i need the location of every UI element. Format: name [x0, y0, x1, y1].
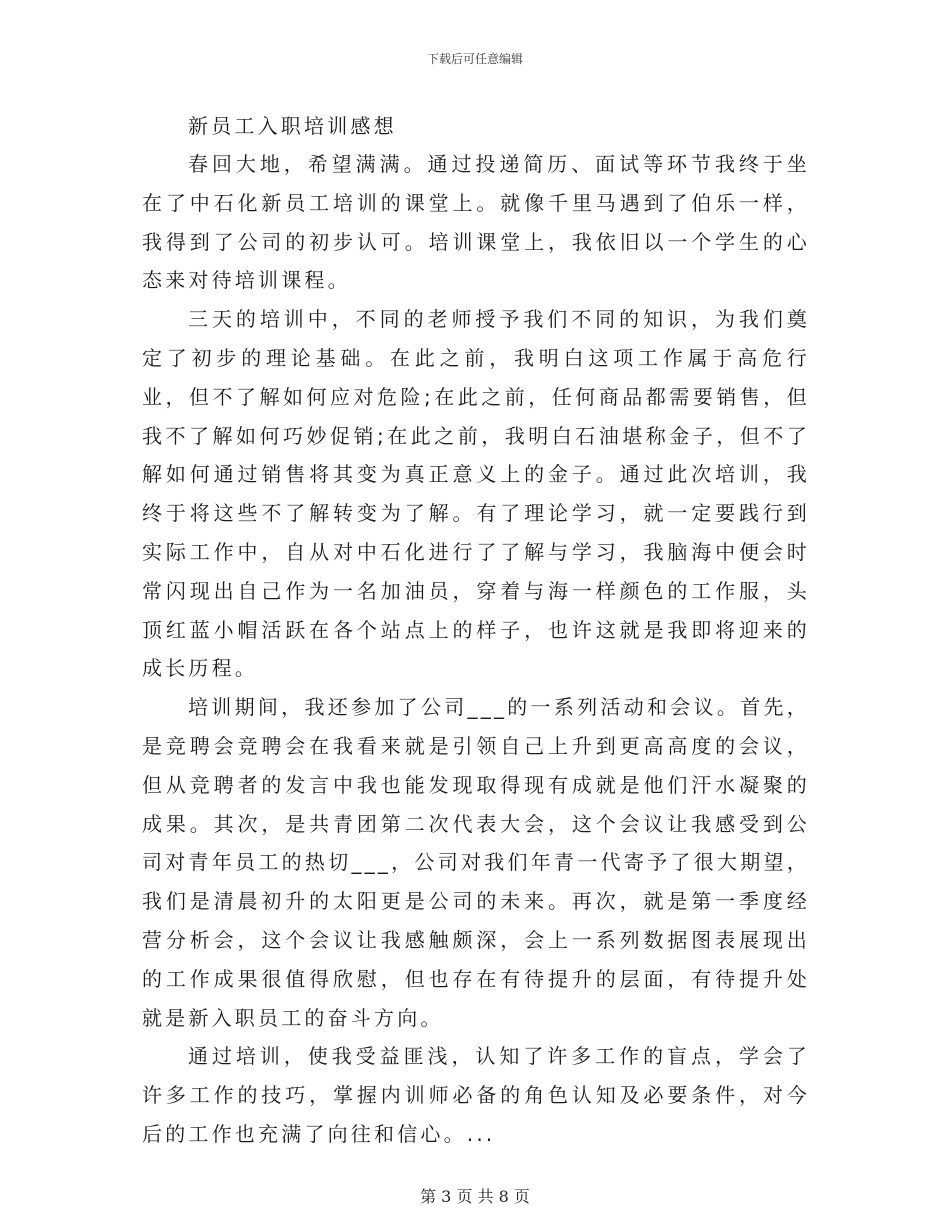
document-title: 新员工入职培训感想	[188, 114, 397, 138]
paragraph-2: 三天的培训中，不同的老师授予我们不同的知识，为我们奠定了初步的理论基础。在此之前，我明白这项工作属于高危行业，但不了解如何应对危险;在此之前，任何商品都需要销售，但我不了解如何巧妙促销;在此之前，我明白石油堪称金子，但不了解如何通过销售将其变为真正意义上的金子。通过此次培训，我终于将这些不了解转变为了解。有了理论学习，就一定要践行到实际工作中，自从对中石化进行了了解与学习，我脑海中便会时常闪现出自己作为一名加油员，穿着与海一样颜色的工作服，头顶红蓝小帽活跃在各个站点上的样子，也许这就是我即将迎来的成长历程。	[142, 307, 810, 681]
paragraph-4: 通过培训，使我受益匪浅，认知了许多工作的盲点，学会了许多工作的技巧，掌握内训师必备的角色认知及必要条件，对今后的工作也充满了向往和信心。...	[142, 1044, 810, 1146]
page-header: 下载后可任意编辑	[426, 52, 523, 66]
page-footer: 第 3 页 共 8 页	[420, 1187, 530, 1206]
document-body	[142, 107, 810, 1154]
paragraph-3: 培训期间，我还参加了公司___的一系列活动和会议。首先，是竞聘会竞聘会在我看来就是引领自己上升到更高高度的会议，但从竞聘者的发言中我也能发现取得现有成就是他们汗水凝聚的成果。其次，是共青团第二次代表大会，这个会议让我感受到公司对青年员工的热切___，公司对我们年青一代寄予了很大期望，我们是清晨初升的太阳更是公司的未来。再次，就是第一季度经营分析会，这个会议让我感触颇深，会上一系列数据图表展现出的工作成果很值得欣慰，但也存在有待提升的层面，有待提升处就是新入职员工的奋斗方向。	[142, 695, 810, 1030]
paragraph-1: 春回大地，希望满满。通过投递简历、面试等环节我终于坐在了中石化新员工培训的课堂上。就像千里马遇到了伯乐一样，我得到了公司的初步认可。培训课堂上，我依旧以一个学生的心态来对待培训课程。	[142, 152, 810, 293]
